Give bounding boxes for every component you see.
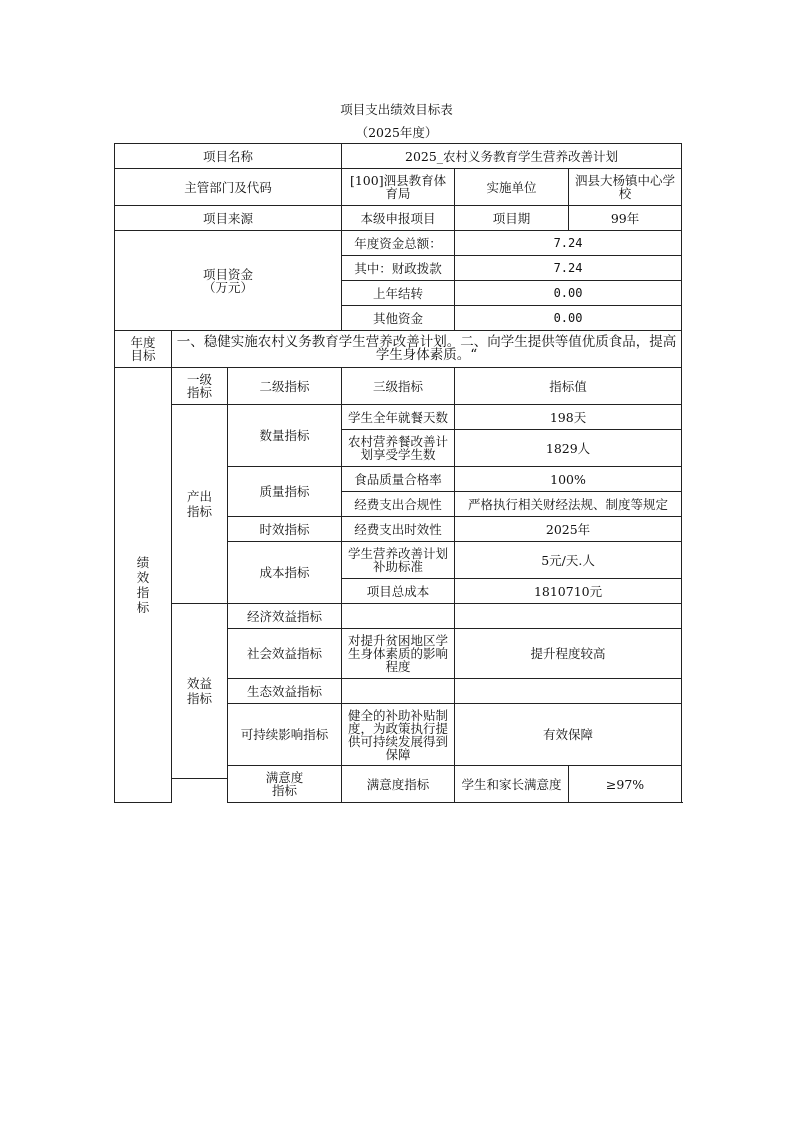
funds-other-label: 其他资金 — [342, 306, 455, 331]
q2-value: 1829人 — [455, 430, 682, 467]
project-name-value: 2025_农村义务教育学生营养改善计划 — [342, 144, 682, 169]
eco-value — [455, 679, 682, 704]
q2-name: 农村营养餐改善计划享受学生数 — [342, 430, 455, 467]
economic-value — [455, 604, 682, 629]
dept-value: [100]泗县教育体育局 — [342, 169, 455, 206]
funds-carryover-label: 上年结转 — [342, 281, 455, 306]
economic-label: 经济效益指标 — [228, 604, 342, 629]
quantity-label: 数量指标 — [228, 405, 342, 467]
performance-table — [114, 143, 682, 803]
cost-label: 成本指标 — [228, 542, 342, 604]
annual-goal-text: 一、稳健实施农村义务教育学生营养改善计划。二、向学生提供等值优质食品，提高学生身体素质。“ — [172, 331, 682, 368]
annual-goal-label: 年度 目标 — [115, 331, 172, 368]
satisfaction-sub-label: 满意度指标 — [342, 766, 455, 803]
period-value: 99年 — [569, 206, 682, 231]
t1-name: 经费支出时效性 — [342, 517, 455, 542]
output-cell — [172, 405, 228, 604]
c2-value: 1810710元 — [455, 579, 682, 604]
ql1-value: 100% — [455, 467, 682, 492]
header-level3: 三级指标 — [342, 368, 455, 405]
economic-name — [342, 604, 455, 629]
time-label: 时效指标 — [228, 517, 342, 542]
funds-fiscal-label: 其中：财政拨款 — [342, 256, 455, 281]
satisfaction-name: 学生和家长满意度 — [455, 766, 569, 803]
ql2-value: 严格执行相关财经法规、制度等规定 — [455, 492, 682, 517]
q1-value: 198天 — [455, 405, 682, 430]
funds-total-value: 7.24 — [455, 231, 682, 256]
funds-label: 项目资金 （万元） — [115, 231, 342, 331]
indicators-group-label: 绩效指标 — [136, 555, 150, 615]
benefit-cell — [172, 604, 228, 779]
su1-value: 有效保障 — [455, 704, 682, 766]
funds-other-value: 0.00 — [455, 306, 682, 331]
t1-value: 2025年 — [455, 517, 682, 542]
c1-name: 学生营养改善计划补助标准 — [342, 542, 455, 579]
ql1-name: 食品质量合格率 — [342, 467, 455, 492]
page-subtitle: （2025年度） — [355, 125, 438, 140]
eco-name — [342, 679, 455, 704]
satisfaction-value: ≥97% — [569, 766, 682, 803]
header-level1: 一级 指标 — [172, 368, 228, 405]
impl-unit-value: 泗县大杨镇中心学校 — [569, 169, 682, 206]
dept-label: 主管部门及代码 — [115, 169, 342, 206]
source-value: 本级申报项目 — [342, 206, 455, 231]
funds-carryover-value: 0.00 — [455, 281, 682, 306]
output-label: 产出指标 — [186, 489, 212, 519]
funds-fiscal-value: 7.24 — [455, 256, 682, 281]
header-value: 指标值 — [455, 368, 682, 405]
s1-value: 提升程度较高 — [455, 629, 682, 679]
indicators-group-cell — [115, 368, 172, 803]
s1-name: 对提升贫困地区学生身体素质的影响程度 — [342, 629, 455, 679]
sustain-label: 可持续影响指标 — [228, 704, 342, 766]
source-label: 项目来源 — [115, 206, 342, 231]
page-title: 项目支出绩效目标表 — [340, 102, 453, 117]
c2-name: 项目总成本 — [342, 579, 455, 604]
ql2-name: 经费支出合规性 — [342, 492, 455, 517]
project-name-label: 项目名称 — [115, 144, 342, 169]
su1-name: 健全的补助补贴制度，为政策执行提供可持续发展得到保障 — [342, 704, 455, 766]
satisfaction-label: 满意度 指标 — [228, 766, 342, 803]
social-label: 社会效益指标 — [228, 629, 342, 679]
c1-value: 5元/天.人 — [455, 542, 682, 579]
period-label: 项目期 — [455, 206, 569, 231]
header-level2: 二级指标 — [228, 368, 342, 405]
eco-label: 生态效益指标 — [228, 679, 342, 704]
funds-total-label: 年度资金总额： — [342, 231, 455, 256]
quality-label: 质量指标 — [228, 467, 342, 517]
benefit-label: 效益指标 — [186, 676, 212, 706]
q1-name: 学生全年就餐天数 — [342, 405, 455, 430]
impl-unit-label: 实施单位 — [455, 169, 569, 206]
